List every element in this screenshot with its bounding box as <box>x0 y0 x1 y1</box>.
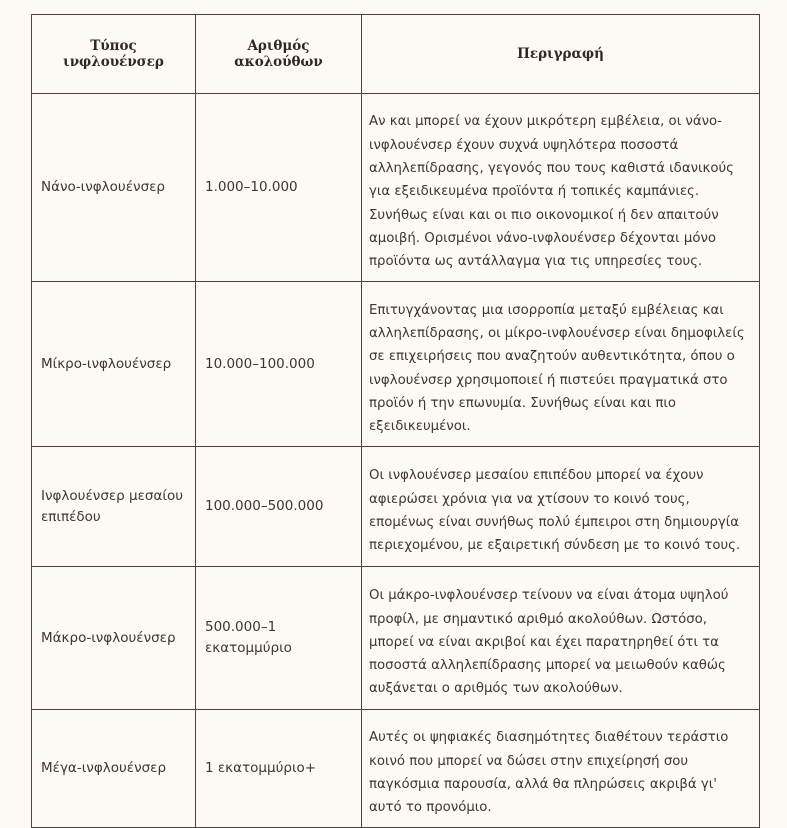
cell-followers: 100.000–500.000 <box>196 447 362 567</box>
influencer-types-table-container <box>31 14 759 828</box>
header-type: Τύπος ινφλουένσερ <box>32 15 196 94</box>
table-row <box>32 94 760 282</box>
cell-description: Οι μάκρο-ινφλουένσερ τείνουν να είναι άτομα υψηλού προφίλ, με σημαντικό αριθμό ακολούθων. Ωστόσο, μπορεί να είναι ακριβοί και έχει παρατηρηθεί ότι τα ποσοστά αλληλεπίδρασης μπορεί να μειωθούν καθώς αυξάνεται ο αριθμός των ακολούθων. <box>362 567 760 710</box>
influencer-types-table <box>31 14 760 828</box>
cell-description: Αν και μπορεί να έχουν μικρότερη εμβέλεια, οι νάνο-ινφλουένσερ έχουν συχνά υψηλότερα ποσοστά αλληλεπίδρασης, γεγονός που τους καθιστά ιδανικούς για εξειδικευμένα προϊόντα ή τοπικές καμπάνιες. Συνήθως είναι και οι πιο οικονομικοί ή δεν απαιτούν αμοιβή. Ορισμένοι νάνο-ινφλουένσερ δέχονται μόνο προϊόντα ως αντάλλαγμα για τις υπηρεσίες τους. <box>362 94 760 282</box>
table-row <box>32 710 760 828</box>
cell-type: Μίκρο-ινφλουένσερ <box>32 282 196 447</box>
table-header-row <box>32 15 760 94</box>
table-row <box>32 282 760 447</box>
cell-followers: 1 εκατομμύριο+ <box>196 710 362 828</box>
cell-followers: 1.000–10.000 <box>196 94 362 282</box>
cell-type: Μέγα-ινφλουένσερ <box>32 710 196 828</box>
cell-description: Οι ινφλουένσερ μεσαίου επιπέδου μπορεί να έχουν αφιερώσει χρόνια για να χτίσουν το κοινό τους, επομένως είναι συνήθως πολύ έμπειροι στη δημιουργία περιεχομένου, με εξαιρετική σύνδεση με το κοινό τους. <box>362 447 760 567</box>
header-followers: Αριθμός ακολούθων <box>196 15 362 94</box>
table-row <box>32 447 760 567</box>
header-description: Περιγραφή <box>362 15 760 94</box>
cell-type: Μάκρο-ινφλουένσερ <box>32 567 196 710</box>
cell-type: Νάνο-ινφλουένσερ <box>32 94 196 282</box>
table-row <box>32 567 760 710</box>
cell-type: Ινφλουένσερ μεσαίου επιπέδου <box>32 447 196 567</box>
cell-description: Αυτές οι ψηφιακές διασημότητες διαθέτουν τεράστιο κοινό που μπορεί να δώσει στην επιχείρησή σου παγκόσμια παρουσία, αλλά θα πληρώσεις ακριβά γι' αυτό το προνόμιο. <box>362 710 760 828</box>
cell-description: Επιτυγχάνοντας μια ισορροπία μεταξύ εμβέλειας και αλληλεπίδρασης, οι μίκρο-ινφλουένσερ είναι δημοφιλείς σε επιχειρήσεις που αναζητούν αυθεντικότητα, όπου ο ινφλουένσερ χρησιμοποιεί ή πιστεύει πραγματικά στο προϊόν ή την επωνυμία. Συνήθως είναι και πιο εξειδικευμένοι. <box>362 282 760 447</box>
cell-followers: 500.000–1 εκατομμύριο <box>196 567 362 710</box>
cell-followers: 10.000–100.000 <box>196 282 362 447</box>
